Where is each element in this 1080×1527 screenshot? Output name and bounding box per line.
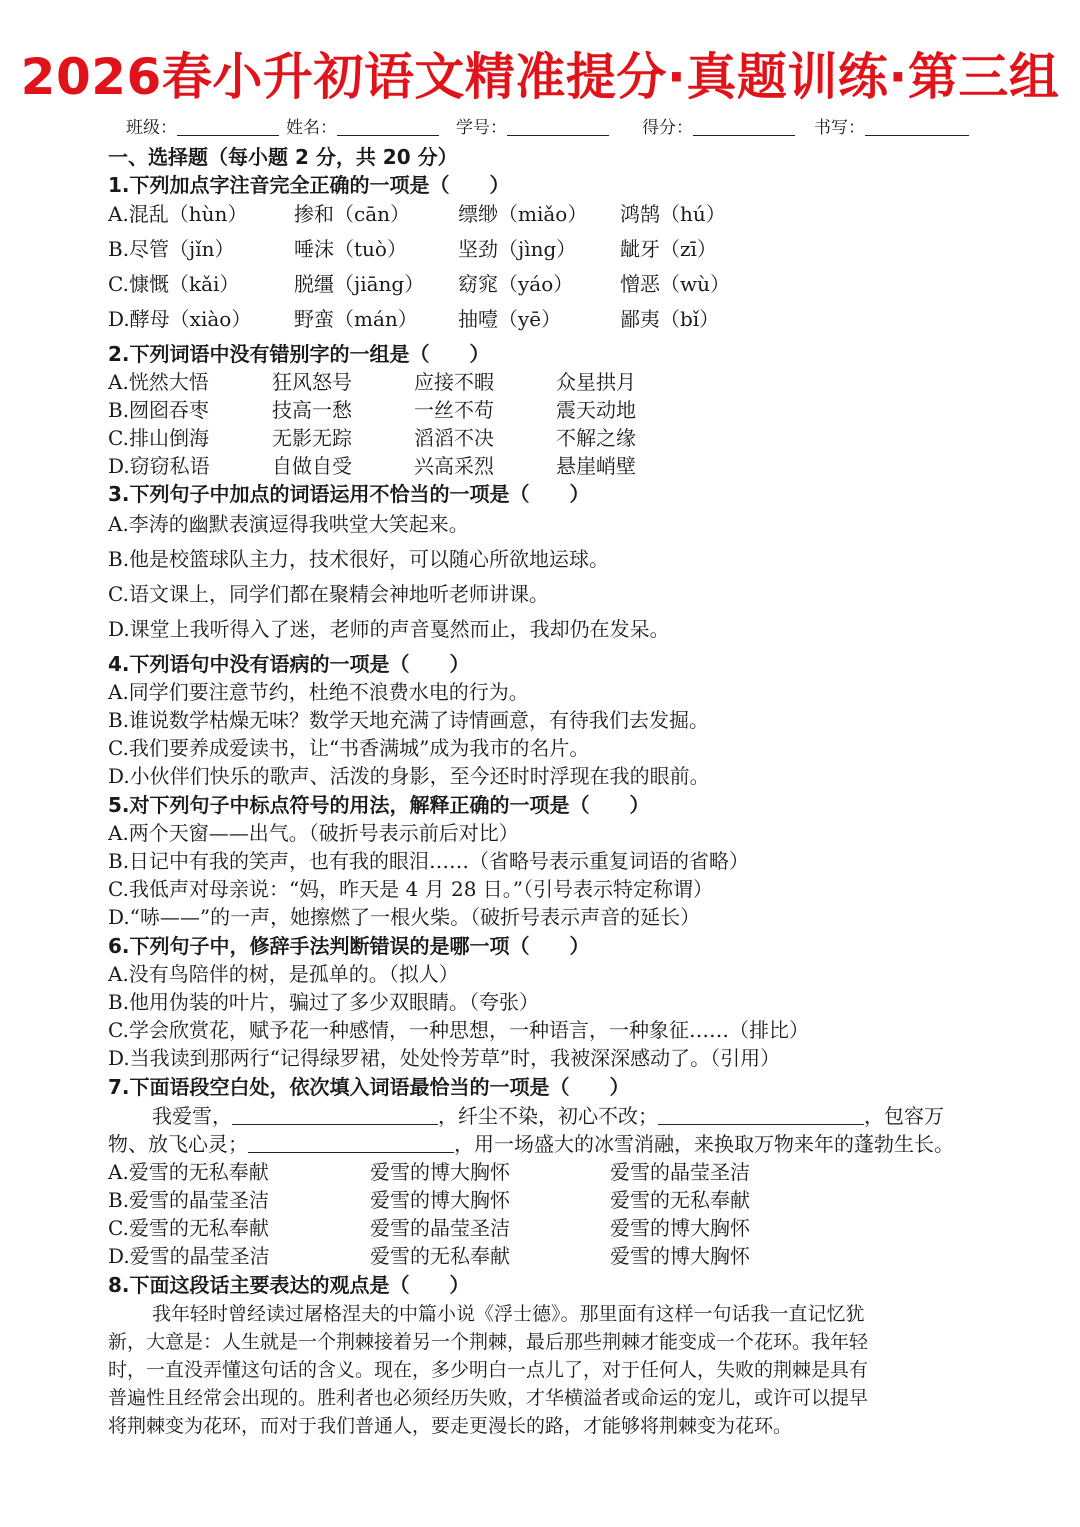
page-title: 2026春小升初语文精准提分·真题训练·第三组 [20,48,1060,106]
passage-line: 我年轻时曾经读过屠格涅夫的中篇小说《浮士德》。那里面有这样一句话我一直记忆犹 [152,1303,865,1325]
name-field[interactable]: 姓名： [286,116,439,140]
passage-line: 将荆棘变为花环，而对于我们普通人，要走更漫长的路，才能够将荆棘变为花环。 [108,1415,793,1437]
question-5-option-d: D.“哧——”的一声，她擦燃了一根火柴。（破折号表示声音的延长） [108,905,701,929]
question-3-option-c: C.语文课上，同学们都在聚精会神地听老师讲课。 [108,582,549,606]
question-1-stem: 1.下列加点字注音完全正确的一项是（ ） [108,173,510,197]
question-4-option-c: C.我们要养成爱读书，让“书香满城”成为我市的名片。 [108,736,590,760]
question-6-option-d: D.当我读到那两行“记得绿罗裙，处处怜芳草”时，我被深深感动了。（引用） [108,1046,781,1070]
question-2-stem: 2.下列词语中没有错别字的一组是（ ） [108,342,490,366]
question-3-stem: 3.下列句子中加点的词语运用不恰当的一项是（ ） [108,482,590,506]
writing-field[interactable]: 书写： [814,116,969,140]
question-5-option-c: C.我低声对母亲说：“妈，昨天是 4 月 28 日。”（引号表示特定称谓） [108,877,713,901]
fill-blank-1[interactable] [232,1104,438,1125]
student-info-bar [126,116,986,142]
score-blank[interactable] [693,117,795,136]
question-6-option-c: C.学会欣赏花，赋予花一种感情，一种思想，一种语言，一种象征……（排比） [108,1018,809,1042]
question-4-option-a: A.同学们要注意节约，杜绝不浪费水电的行为。 [108,680,529,704]
question-7-passage-line-1: 我爱雪， ，纤尘不染，初心不改； ，包容万 [152,1104,944,1128]
question-5-stem: 5.对下列句子中标点符号的用法，解释正确的一项是（ ） [108,793,650,817]
question-6-option-b: B.他用伪装的叶片，骗过了多少双眼睛。（夸张） [108,990,540,1014]
passage-line: 时，一直没弄懂这句话的含义。现在，多少明白一点儿了，对于任何人，失败的荆棘是具有 [108,1359,869,1381]
passage-line: 普遍性且经常会出现的。胜利者也必须经历失败，才华横溢者或命运的宠儿，或许可以提早 [108,1387,869,1409]
student-id-blank[interactable] [507,117,609,136]
class-blank[interactable] [177,117,279,136]
class-field[interactable]: 班级： [126,116,279,140]
question-8-passage [108,1300,974,1440]
name-blank[interactable] [337,117,439,136]
score-field[interactable]: 得分： [642,116,795,140]
fill-blank-2[interactable] [658,1104,864,1125]
section-heading: 一、选择题（每小题 2 分，共 20 分） [108,145,458,169]
question-5-option-a: A.两个天窗——出气。（破折号表示前后对比） [108,821,519,845]
question-5-option-b: B.日记中有我的笑声，也有我的眼泪……（省略号表示重复词语的省略） [108,849,750,873]
question-3-option-a: A.李涛的幽默表演逗得我哄堂大笑起来。 [108,512,469,536]
passage-line: 新，大意是：人生就是一个荆棘接着另一个荆棘，最后那些荆棘才能变成一个花环。我年轻 [108,1331,869,1353]
question-6-stem: 6.下列句子中，修辞手法判断错误的是哪一项（ ） [108,934,590,958]
question-4-option-b: B.谁说数学枯燥无味？数学天地充满了诗情画意，有待我们去发掘。 [108,708,710,732]
question-7-stem: 7.下面语段空白处，依次填入词语最恰当的一项是（ ） [108,1075,630,1099]
question-8-stem: 8.下面这段话主要表达的观点是（ ） [108,1273,470,1297]
student-id-field[interactable]: 学号： [456,116,609,140]
question-7-passage-line-2: 物、放飞心灵； ，用一场盛大的冰雪消融，来换取万物来年的蓬勃生长。 [108,1132,954,1156]
writing-blank[interactable] [865,117,969,136]
question-3-option-b: B.他是校篮球队主力，技术很好，可以随心所欲地运球。 [108,547,610,571]
fill-blank-3[interactable] [248,1132,454,1153]
question-4-stem: 4.下列语句中没有语病的一项是（ ） [108,652,470,676]
question-3-option-d: D.课堂上我听得入了迷，老师的声音戛然而止，我却仍在发呆。 [108,617,670,641]
question-6-option-a: A.没有鸟陪伴的树，是孤单的。（拟人） [108,962,459,986]
question-4-option-d: D.小伙伴们快乐的歌声、活泼的身影，至今还时时浮现在我的眼前。 [108,764,710,788]
